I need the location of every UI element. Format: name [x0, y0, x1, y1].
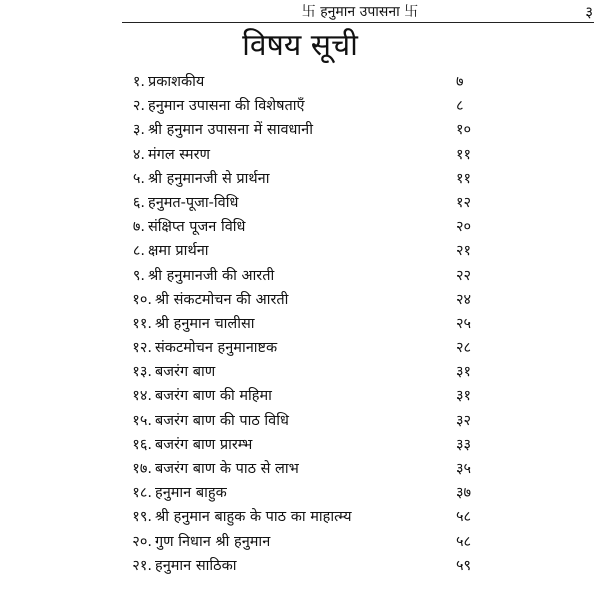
toc-entry-number: १४.: [132, 388, 152, 405]
toc-entry-title: श्री हनुमान बाहुक के पाठ का माहात्म्य: [155, 509, 352, 526]
toc-entry-title: बजरंग बाण की पाठ विधि: [155, 412, 289, 429]
toc-entry: [0, 336, 600, 360]
toc-entry-page: १०: [456, 122, 472, 139]
page-number: ३: [585, 3, 593, 21]
toc-entry: [0, 433, 600, 457]
toc-entry: [0, 167, 600, 191]
toc-entry-title: हनुमत-पूजा-विधि: [148, 194, 239, 211]
toc-entry-number: १५.: [132, 412, 152, 429]
toc-entry: [0, 505, 600, 529]
toc-entry: [0, 94, 600, 118]
toc-entry-number: १६.: [132, 436, 152, 453]
toc-entry: [0, 191, 600, 215]
toc-entry-number: ५.: [132, 170, 145, 187]
toc-entry-title: हनुमान साठिका: [155, 557, 237, 574]
toc-entry-title: श्री हनुमान चालीसा: [155, 315, 255, 332]
toc-entry-title: संक्षिप्त पूजन विधि: [148, 219, 246, 236]
toc-entry: [0, 457, 600, 481]
toc-entry-number: ११.: [132, 315, 152, 332]
running-title: 卐 हनुमान उपासना 卐: [301, 4, 419, 20]
toc-entry-title: बजरंग बाण की महिमा: [155, 388, 272, 405]
toc-entry-page: ३७: [456, 485, 472, 502]
toc-entry-number: १०.: [132, 291, 152, 308]
toc-entry-page: २२: [456, 267, 472, 284]
toc-entry-number: २.: [132, 98, 145, 115]
toc-entry-title: गुण निधान श्री हनुमान: [155, 533, 271, 550]
toc-entry-number: ३.: [132, 122, 145, 139]
toc-entry-number: २०.: [132, 533, 152, 550]
toc-entry-page: १२: [456, 194, 472, 211]
toc-entry-page: ३१: [456, 364, 472, 381]
toc-entry-page: २४: [456, 291, 472, 308]
toc-entry-number: १९.: [132, 509, 152, 526]
toc-entry: [0, 143, 600, 167]
toc-entry: [0, 530, 600, 554]
toc-entry-page: ५८: [456, 533, 472, 550]
toc-entry: [0, 288, 600, 312]
toc-entry: [0, 554, 600, 578]
toc-entry-page: ११: [456, 170, 472, 187]
toc-entry-page: ५८: [456, 509, 472, 526]
toc-entry: [0, 264, 600, 288]
toc-list: [0, 70, 600, 578]
toc-entry-page: ५९: [456, 557, 472, 574]
toc-entry: [0, 409, 600, 433]
toc-entry-page: ३३: [456, 436, 472, 453]
toc-entry-number: ७.: [132, 219, 145, 236]
toc-entry-title: क्षमा प्रार्थना: [148, 243, 209, 260]
toc-entry-number: ६.: [132, 194, 145, 211]
toc-entry-number: २१.: [132, 557, 152, 574]
toc-entry-page: ३२: [456, 412, 472, 429]
toc-entry-page: २८: [456, 340, 472, 357]
toc-entry-page: ३१: [456, 388, 472, 405]
toc-entry-page: ८: [456, 98, 464, 115]
toc-entry-number: ९.: [132, 267, 145, 284]
toc-entry-title: प्रकाशकीय: [148, 74, 205, 90]
toc-entry: [0, 239, 600, 263]
toc-entry: [0, 360, 600, 384]
toc-entry: [0, 481, 600, 505]
toc-title: विषय सूची: [242, 28, 358, 63]
toc-entry-number: ४.: [132, 146, 145, 163]
toc-entry-title: श्री हनुमानजी से प्रार्थना: [148, 170, 270, 187]
toc-entry-number: १.: [132, 74, 145, 90]
toc-entry-title: श्री हनुमान उपासना में सावधानी: [148, 122, 313, 139]
toc-entry-title: श्री संकटमोचन की आरती: [155, 291, 289, 308]
toc-entry: [0, 215, 600, 239]
toc-entry-title: बजरंग बाण प्रारम्भ: [155, 436, 253, 453]
toc-entry: [0, 118, 600, 142]
toc-entry-page: २०: [456, 219, 472, 236]
toc-entry-title: हनुमान बाहुक: [155, 485, 227, 502]
toc-entry-title: बजरंग बाण: [155, 364, 216, 381]
toc-entry-page: ७: [456, 74, 464, 90]
toc-entry-number: १८.: [132, 485, 152, 502]
toc-entry: [0, 312, 600, 336]
page-header: [125, 2, 595, 24]
toc-entry-page: २१: [456, 243, 472, 260]
toc-entry-title: मंगल स्मरण: [148, 146, 210, 163]
toc-entry-page: ३५: [456, 461, 472, 477]
toc-entry-title: श्री हनुमानजी की आरती: [148, 267, 275, 284]
toc-entry-number: १२.: [132, 340, 152, 357]
toc-entry-page: ११: [456, 146, 472, 163]
toc-entry-number: १३.: [132, 364, 152, 381]
toc-entry-number: ८.: [132, 243, 145, 260]
toc-entry-number: १७.: [132, 461, 152, 477]
toc-entry: [0, 70, 600, 94]
header-divider: [122, 22, 594, 23]
toc-entry: [0, 384, 600, 408]
toc-entry-title: संकटमोचन हनुमानाष्टक: [155, 340, 278, 357]
toc-entry-page: २५: [456, 315, 472, 332]
toc-entry-title: हनुमान उपासना की विशेषताएँ: [148, 98, 305, 115]
toc-entry-title: बजरंग बाण के पाठ से लाभ: [155, 461, 299, 477]
